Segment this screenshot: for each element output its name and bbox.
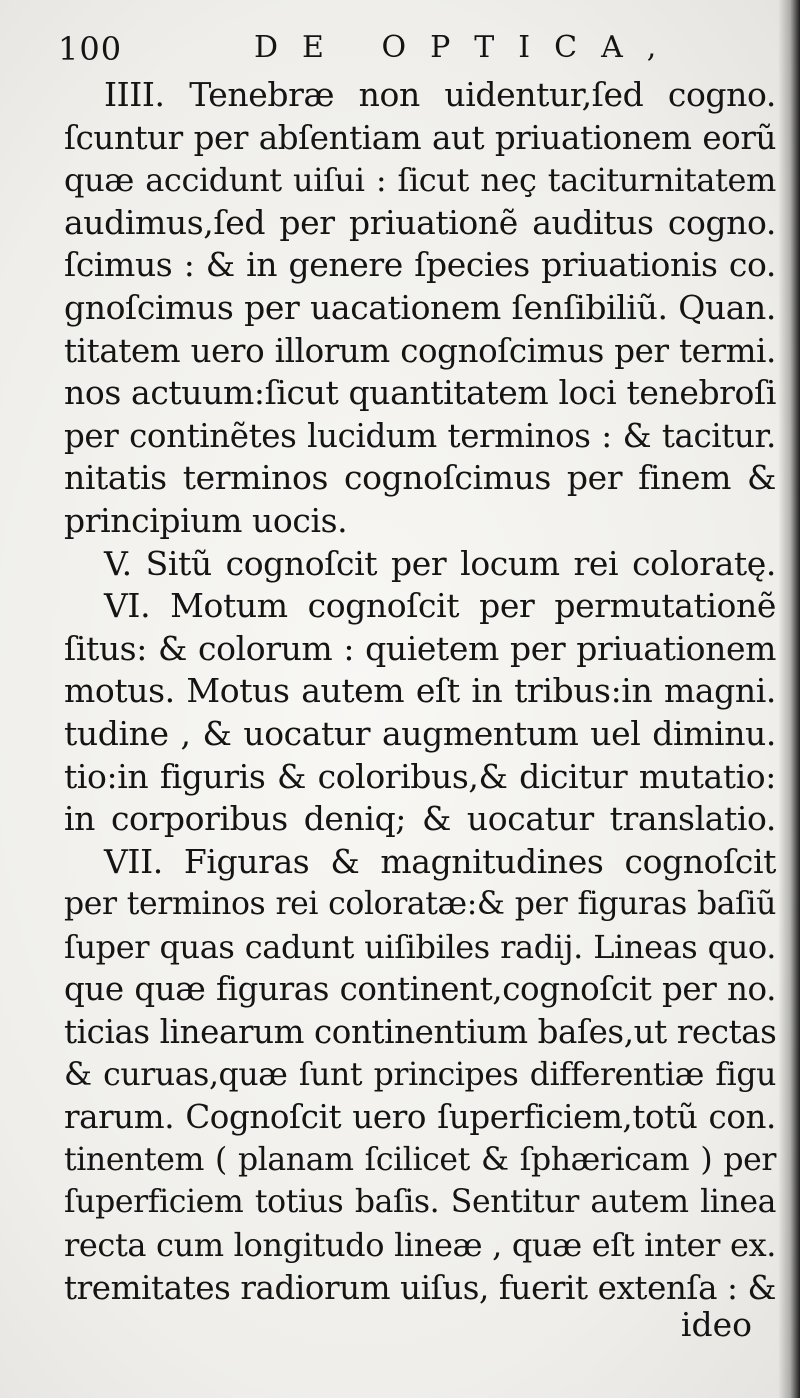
body-text [64, 74, 776, 1309]
text-line: tinentem ( planam ſcilicet & ſphæricam ) per [64, 1141, 776, 1178]
text-line: rarum. Cognoſcit uero ſuperficiem,totũ con. [64, 1098, 776, 1137]
text-line: que quæ figuras continent,cognoſcit per no. [64, 970, 776, 1009]
text-line: VII. Figuras & magnitudines cognoſcit [104, 841, 776, 881]
binding-gutter [778, 0, 800, 1398]
text-line: ticias linearum continentium baſes,ut rectas [64, 1013, 777, 1052]
text-line: motus. Motus autem eſt in tribus:in magni. [64, 671, 776, 711]
text-line: in corporibus deniq; & uocatur translatio. [64, 799, 776, 839]
text-line: audimus,ſed per priuationẽ auditus cogno. [64, 202, 776, 242]
page-number: 100 [58, 30, 123, 68]
text-line: V. Sitũ cognoſcit per locum rei coloratę. [104, 543, 776, 583]
text-line: per terminos rei coloratæ:& per figuras baſiũ [64, 886, 776, 923]
text-line: ſcimus : & in genere ſpecies priuationis co. [64, 245, 776, 285]
text-line: titatem uero illorum cognoſcimus per termi. [64, 331, 776, 370]
text-line: tudine , & uocatur augmentum uel diminu. [64, 713, 776, 753]
text-line: tio:in figuris & coloribus,& dicitur mutatio: [64, 756, 776, 796]
text-line: tremitates radiorum uiſus, fuerit extenſa : & [64, 1268, 776, 1307]
text-line: quæ accidunt uiſui : ſicut neç taciturnitatem [64, 161, 776, 200]
text-line: gnoſcimus per uacationem ſenſibiliũ. Quan. [64, 287, 776, 327]
text-line: nitatis terminos cognoſcimus per finem & [64, 458, 776, 498]
text-line: ſuperficiem totius baſis. Sentitur autem linea [64, 1184, 776, 1221]
text-line: ſuper quas cadunt uiſibiles radij. Lineas quo. [64, 927, 776, 966]
text-line: principium uocis. [64, 500, 348, 540]
text-line: recta cum longitudo lineæ , quæ eſt inter ex. [64, 1226, 776, 1265]
running-title: DE OPTICA, [254, 30, 681, 65]
text-line: VI. Motum cognoſcit per permutationẽ [104, 586, 776, 626]
text-line: ſcuntur per abſentiam aut priuationem eorũ [64, 118, 776, 157]
catchword: ideo [680, 1305, 752, 1344]
text-line: ſitus: & colorum : quietem per priuationem [64, 628, 776, 668]
text-line: & curuas,quæ ſunt principes differentiæ figu [64, 1056, 776, 1093]
text-line: per continẽtes lucidum terminos : & tacitur. [64, 416, 776, 455]
text-line: IIII. Tenebræ non uidentur,ſed cogno. [104, 75, 776, 114]
page-header [58, 30, 748, 78]
text-line: nos actuum:ſicut quantitatem loci tenebroſi [64, 373, 776, 413]
